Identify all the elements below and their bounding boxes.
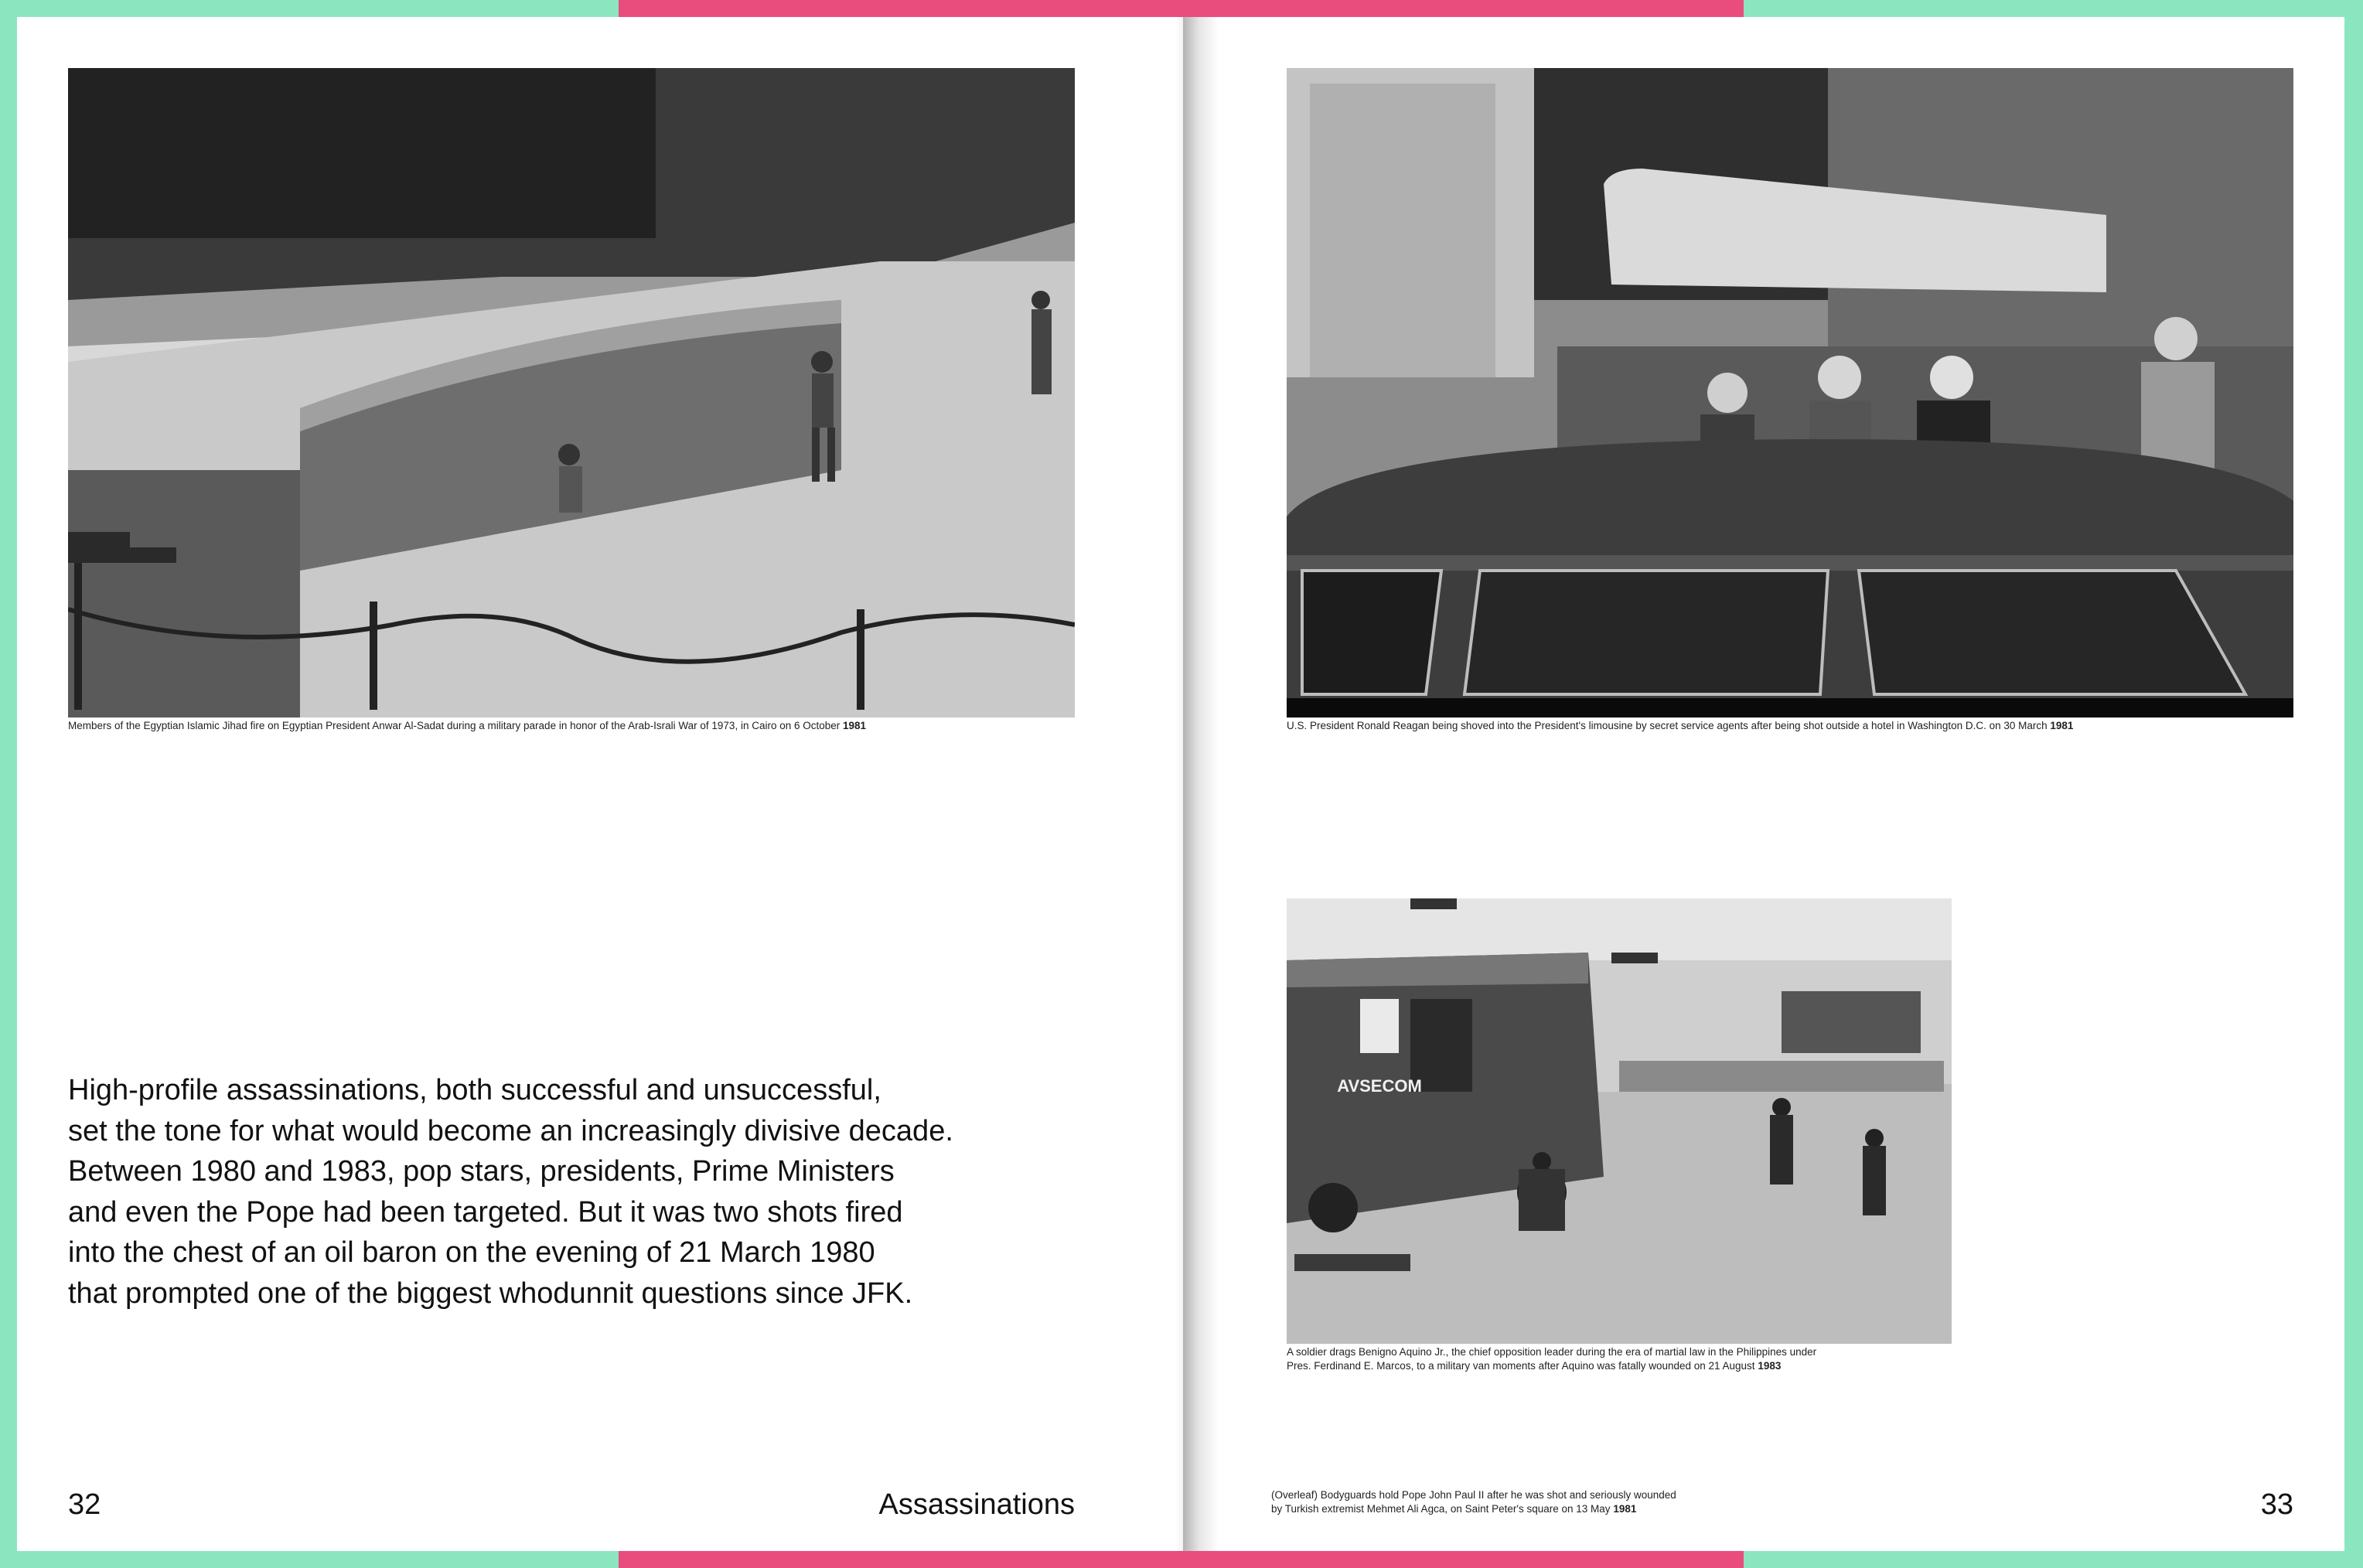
page-number-right: 33 xyxy=(2260,1488,2293,1521)
intro-line-2: set the tone for what would become an increasingly divisive decade. xyxy=(68,1114,953,1147)
right-page xyxy=(1183,17,2344,1551)
intro-paragraph xyxy=(68,1070,1120,1314)
photo-sadat-image xyxy=(68,68,1075,718)
sadat-caption-text: Members of the Egyptian Islamic Jihad fire on Egyptian President Anwar Al-Sadat during a military parade in honor of the Arab-Israli War of 1973, in Cairo on 6 October xyxy=(68,720,841,731)
aquino-caption-line-1: A soldier drags Benigno Aquino Jr., the chief opposition leader during the era of martial law in the Philippines under xyxy=(1287,1346,1817,1358)
gutter-shadow-right xyxy=(1183,17,1219,1551)
overleaf-caption-line-1: (Overleaf) Bodyguards hold Pope John Paul II after he was shot and seriously wounded xyxy=(1271,1489,1676,1501)
reagan-caption-text: U.S. President Ronald Reagan being shoved into the President's limousine by secret service agents after being shot outside a hotel in Washington D.C. on 30 March xyxy=(1287,720,2048,731)
top-pink-band xyxy=(619,0,1744,17)
reagan-photo-caption xyxy=(1287,719,2323,733)
photo-reagan-limousine xyxy=(1287,68,2293,718)
bottom-pink-band xyxy=(619,1551,1744,1568)
section-title: Assassinations xyxy=(878,1488,1075,1521)
intro-line-5: into the chest of an oil baron on the evening of 21 March 1980 xyxy=(68,1236,875,1269)
van-label: AVSECOM xyxy=(1337,1076,1422,1096)
left-page xyxy=(17,17,1183,1551)
photo-aquino-image xyxy=(1287,898,1952,1344)
overleaf-caption-year: 1981 xyxy=(1613,1503,1637,1515)
reagan-caption-year: 1981 xyxy=(2050,720,2074,731)
intro-line-3: Between 1980 and 1983, pop stars, presidents, Prime Ministers xyxy=(68,1155,895,1188)
gutter-shadow-left xyxy=(1175,17,1183,1551)
intro-line-6: that prompted one of the biggest whodunnit questions since JFK. xyxy=(68,1277,913,1310)
aquino-photo-caption xyxy=(1287,1345,1983,1373)
page-number-left: 32 xyxy=(68,1488,101,1521)
photo-sadat-assassination xyxy=(68,68,1075,718)
sadat-photo-caption xyxy=(68,719,1089,733)
photo-reagan-image xyxy=(1287,68,2293,718)
sadat-caption-year: 1981 xyxy=(843,720,867,731)
intro-line-4: and even the Pope had been targeted. But it was two shots fired xyxy=(68,1195,903,1229)
aquino-caption-line-2: Pres. Ferdinand E. Marcos, to a military van moments after Aquino was fatally wounded on 21 August xyxy=(1287,1360,1755,1372)
photo-aquino-assassination xyxy=(1287,898,1952,1344)
intro-line-1: High-profile assassinations, both successful and unsuccessful, xyxy=(68,1074,881,1106)
overleaf-caption-line-2: by Turkish extremist Mehmet Ali Agca, on Saint Peter's square on 13 May xyxy=(1271,1503,1611,1515)
overleaf-caption xyxy=(1271,1488,1967,1516)
aquino-caption-year: 1983 xyxy=(1758,1360,1782,1372)
